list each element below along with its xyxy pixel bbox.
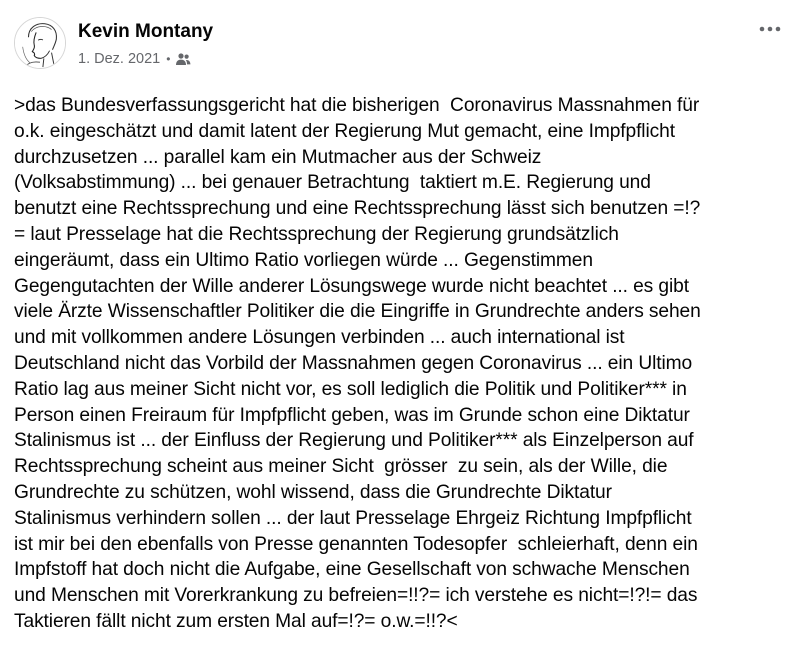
post-body-text: >das Bundesverfassungsgericht hat die bisherigen Coronavirus Massnahmen für o.k. eingeschätzt und damit latent der Regierung Mut gemacht, eine Impfpflicht durchzusetzen ... parallel kam ein Mutmacher aus der Schweiz (Volksabstimmung) ... bei genauer Betrachtung taktiert m.E. Regierung und benutzt eine Rechtssprechung und eine Rechtssprechung lässt sich benutzen =!? = laut Presselage hat die Rechtssprechung der Regierung grundsätzlich eingeräumt, dass ein Ultimo Ratio vorliegen würde ... Gegenstimmen Gegengutachten der Wille anderer Lösungswege wurde nicht beachtet ... es gibt viele Ärzte Wissenschaftler Politiker die die Eingriffe in Grundrechte anders sehen und mit vollkommen andere Lösungen verbinden ... auch international ist Deutschland nicht das Vorbild der Massnahmen gegen Coronavirus ... ein Ultimo Ratio lag aus meiner Sicht nicht vor, es soll lediglich die Politik und Politiker*** in Person einen Freiraum für Impfpflicht geben, was im Grunde schon eine Diktatur Stalinismus ist ... der Einfluss der Regierung und Politiker*** als Einzelperson auf Rechtssprechung scheint aus meiner Sicht grösser zu sein, als der Wille, die Grundrechte zu schützen, wohl wissend, dass die Grundrechte Diktatur Stalinismus verhindern sollen ... der laut Presselage Ehrgeiz Richtung Impfpflicht ist mir bei den ebenfalls von Presse genannten Todesopfer schleierhaft, denn ein Impfstoff hat doch nicht die Aufgabe, eine Gesellschaft von schwache Menschen und Menschen mit Vorerkrankung zu befreien=!!?= ich verstehe es nicht=!?!= das Taktieren fällt nicht zum ersten Mal auf=!?= o.w.=!!?< <box>14 95 701 632</box>
more-options-button[interactable] <box>754 19 786 39</box>
friends-icon[interactable] <box>175 52 191 66</box>
post-date[interactable]: 1. Dez. 2021 <box>78 51 161 67</box>
more-horizontal-icon <box>759 26 781 32</box>
author-name[interactable]: Kevin Montany <box>78 21 214 42</box>
post-header <box>14 17 784 73</box>
post-meta <box>78 49 191 69</box>
meta-separator: • <box>166 52 171 66</box>
sketch-portrait-icon <box>15 18 65 68</box>
avatar[interactable] <box>14 17 66 69</box>
